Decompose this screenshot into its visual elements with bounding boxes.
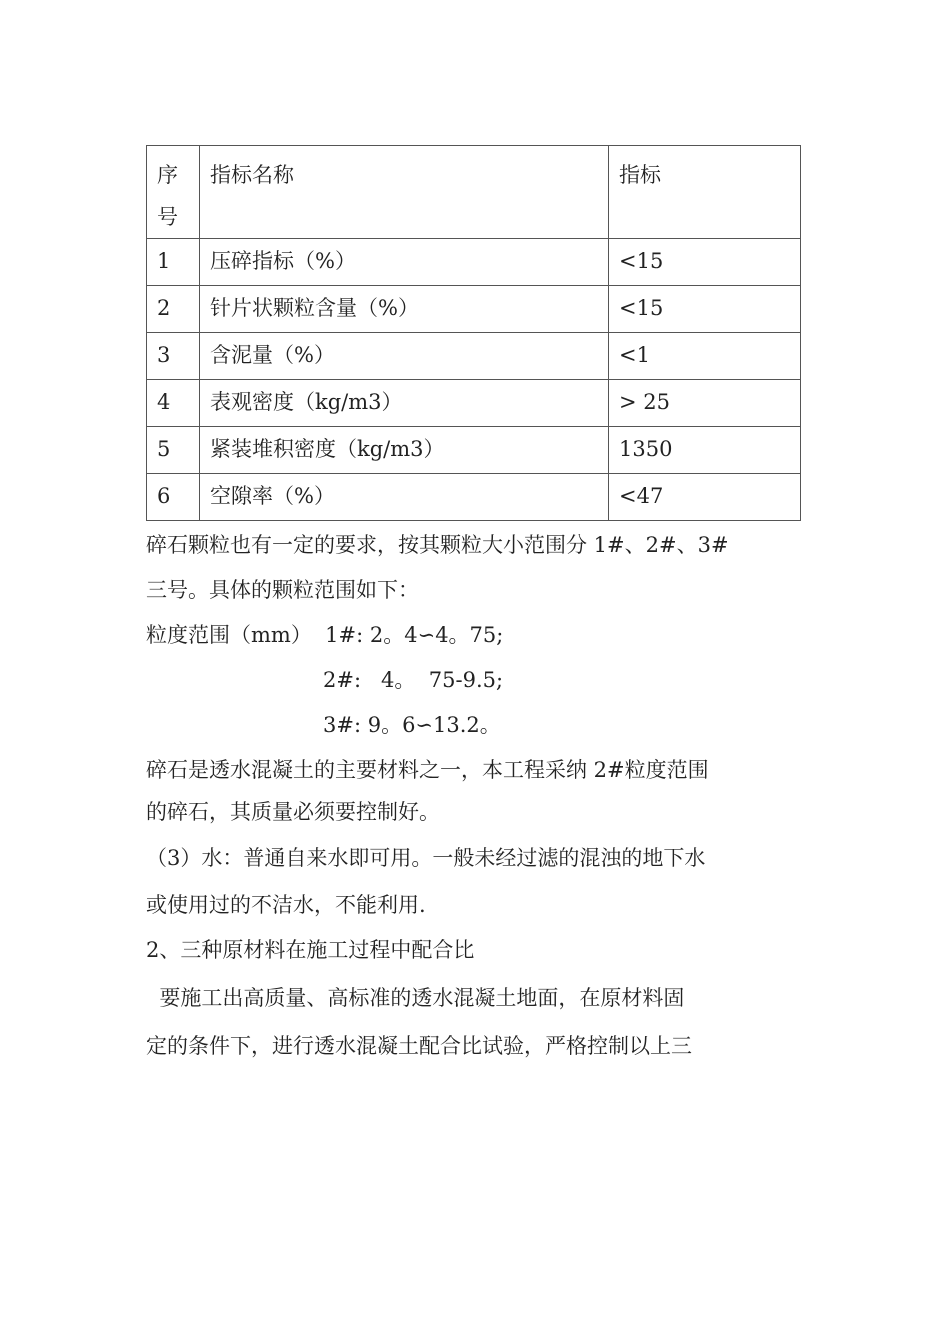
table-row — [147, 474, 801, 521]
cell-index: 1 — [147, 239, 200, 286]
cell-value: <1 — [609, 333, 801, 380]
table-header-row — [147, 146, 801, 239]
cell-index: 5 — [147, 427, 200, 474]
cell-name: 紧装堆积密度（kg/m3） — [200, 427, 609, 474]
header-name: 指标名称 — [200, 146, 609, 239]
table-row — [147, 239, 801, 286]
grain-range-line: 粒度范围（mm） 1#: 2。4∽4。75; — [146, 623, 504, 647]
paragraph-line: （3）水：普通自来水即可用。一般未经过滤的混浊的地下水 — [146, 846, 706, 870]
cell-value: 1350 — [609, 427, 801, 474]
table-row — [147, 427, 801, 474]
table-row — [147, 286, 801, 333]
table-row — [147, 333, 801, 380]
cell-name: 针片状颗粒含量（%） — [200, 286, 609, 333]
cell-value: <47 — [609, 474, 801, 521]
header-value: 指标 — [609, 146, 801, 239]
cell-name: 空隙率（%） — [200, 474, 609, 521]
cell-value: <15 — [609, 239, 801, 286]
paragraph-line: 碎石颗粒也有一定的要求，按其颗粒大小范围分 1#、2#、3# — [146, 533, 729, 557]
paragraph-line: 要施工出高质量、高标准的透水混凝土地面，在原材料固 — [146, 986, 685, 1010]
paragraph-line: 碎石是透水混凝土的主要材料之一，本工程采纳 2#粒度范围 — [146, 758, 709, 782]
grain-range-line: 3#: 9。6∽13.2。 — [323, 713, 501, 737]
paragraph-line: 三号。具体的颗粒范围如下： — [146, 578, 419, 602]
cell-index: 3 — [147, 333, 200, 380]
paragraph-line: 的碎石，其质量必须要控制好。 — [146, 800, 440, 824]
cell-value: <15 — [609, 286, 801, 333]
section-heading: 2、三种原材料在施工过程中配合比 — [146, 938, 475, 962]
cell-name: 表观密度（kg/m3） — [200, 380, 609, 427]
table-row — [147, 380, 801, 427]
cell-index: 4 — [147, 380, 200, 427]
cell-name: 压碎指标（%） — [200, 239, 609, 286]
cell-index: 6 — [147, 474, 200, 521]
paragraph-line: 定的条件下，进行透水混凝土配合比试验，严格控制以上三 — [146, 1034, 692, 1058]
cell-value: > 25 — [609, 380, 801, 427]
grain-range-line: 2#: 4。 75-9.5; — [323, 668, 504, 692]
cell-name: 含泥量（%） — [200, 333, 609, 380]
header-index: 序号 — [147, 146, 200, 239]
aggregate-index-table — [146, 145, 801, 521]
paragraph-line: 或使用过的不洁水，不能利用. — [146, 893, 426, 917]
cell-index: 2 — [147, 286, 200, 333]
